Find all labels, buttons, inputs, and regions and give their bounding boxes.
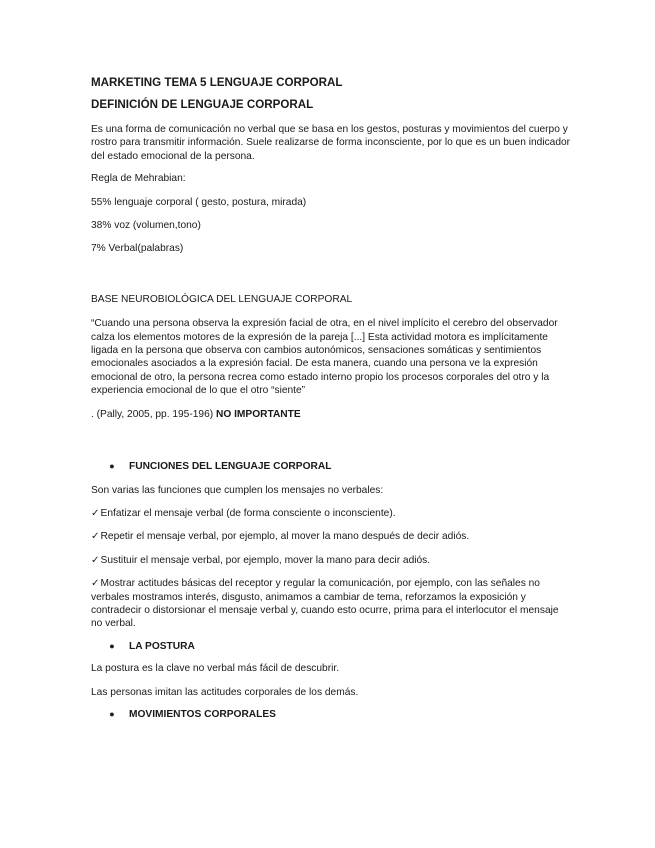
citation-line	[91, 408, 571, 421]
funciones-item: ✓Enfatizar el mensaje verbal (de forma consciente o inconsciente).	[91, 507, 396, 519]
checkmark-icon: ✓	[91, 507, 100, 519]
document-title: MARKETING TEMA 5 LENGUAJE CORPORAL	[91, 76, 343, 89]
citation-note: NO IMPORTANTE	[215, 408, 301, 420]
checkmark-icon: ✓	[91, 578, 100, 590]
postura-heading-bullet	[91, 640, 571, 653]
checkmark-icon: ✓	[91, 531, 100, 543]
funciones-item: ✓Mostrar actitudes básicas del receptor y regular la comunicación, por ejemplo, con las señales no verbales mostramos interés, disgusto, animamos a cambiar de tema, reforzamos la exposición y contradecir o distorsionar el mensaje verbal y, cuando esto ocurre, prima para el interlocutor el mensaje no verbal.	[91, 578, 559, 630]
funciones-item: ✓Sustituir el mensaje verbal, por ejemplo, mover la mano para decir adiós.	[91, 554, 431, 566]
citation: . (Pally, 2005, pp. 195-196)	[91, 408, 214, 420]
mehrabian-item: 55% lenguaje corporal ( gesto, postura, mirada)	[91, 196, 307, 208]
mehrabian-item: 7% Verbal(palabras)	[91, 243, 184, 255]
bullet-icon: ●	[109, 461, 115, 472]
mehrabian-item: 38% voz (volumen,tono)	[91, 220, 201, 232]
movimientos-heading-bullet	[91, 708, 571, 721]
movimientos-heading: MOVIMIENTOS CORPORALES	[129, 708, 276, 720]
neurobiology-quote: “Cuando una persona observa la expresión facial de otra, en el nivel implícito el cerebro del observador calza los elementos motores de la expresión de la pareja [...] Esta actividad motora es implícitamente ligada en la persona que observa con cambios autonómicos, sensaciones somáticas y sentimientos emocionales asociados a la expresión facial. De esta manera, cuando una persona ve la expresión emocional de otro, la persona recrea como estado interno propio los procesos corporales del otro y la experiencia emocional de lo que el otro “siente”	[91, 318, 558, 397]
funciones-item: ✓Repetir el mensaje verbal, por ejemplo, al mover la mano después de decir adiós.	[91, 531, 470, 543]
bullet-icon: ●	[109, 708, 115, 719]
definition-paragraph: Es una forma de comunicación no verbal que se basa en los gestos, posturas y movimientos del cuerpo y rostro para transmitir información. Suele realizarse de forma inconsciente, por lo que es un buen indicador del estado emocional de la persona.	[91, 124, 571, 162]
postura-line: La postura es la clave no verbal más fácil de descubrir.	[91, 663, 340, 675]
definition-heading: DEFINICIÓN DE LENGUAJE CORPORAL	[91, 98, 314, 111]
checkmark-icon: ✓	[91, 554, 100, 566]
postura-heading: LA POSTURA	[129, 640, 195, 652]
postura-line: Las personas imitan las actitudes corporales de los demás.	[91, 686, 359, 698]
bullet-icon: ●	[109, 640, 115, 651]
document-content	[91, 76, 571, 721]
funciones-heading: FUNCIONES DEL LENGUAJE CORPORAL	[129, 461, 332, 473]
funciones-intro: Son varias las funciones que cumplen los mensajes no verbales:	[91, 484, 384, 496]
funciones-heading-bullet	[91, 460, 571, 473]
mehrabian-label: Regla de Mehrabian:	[91, 173, 186, 185]
neurobiology-heading: BASE NEUROBIOLÓGICA DEL LENGUAJE CORPORAL	[91, 293, 353, 305]
